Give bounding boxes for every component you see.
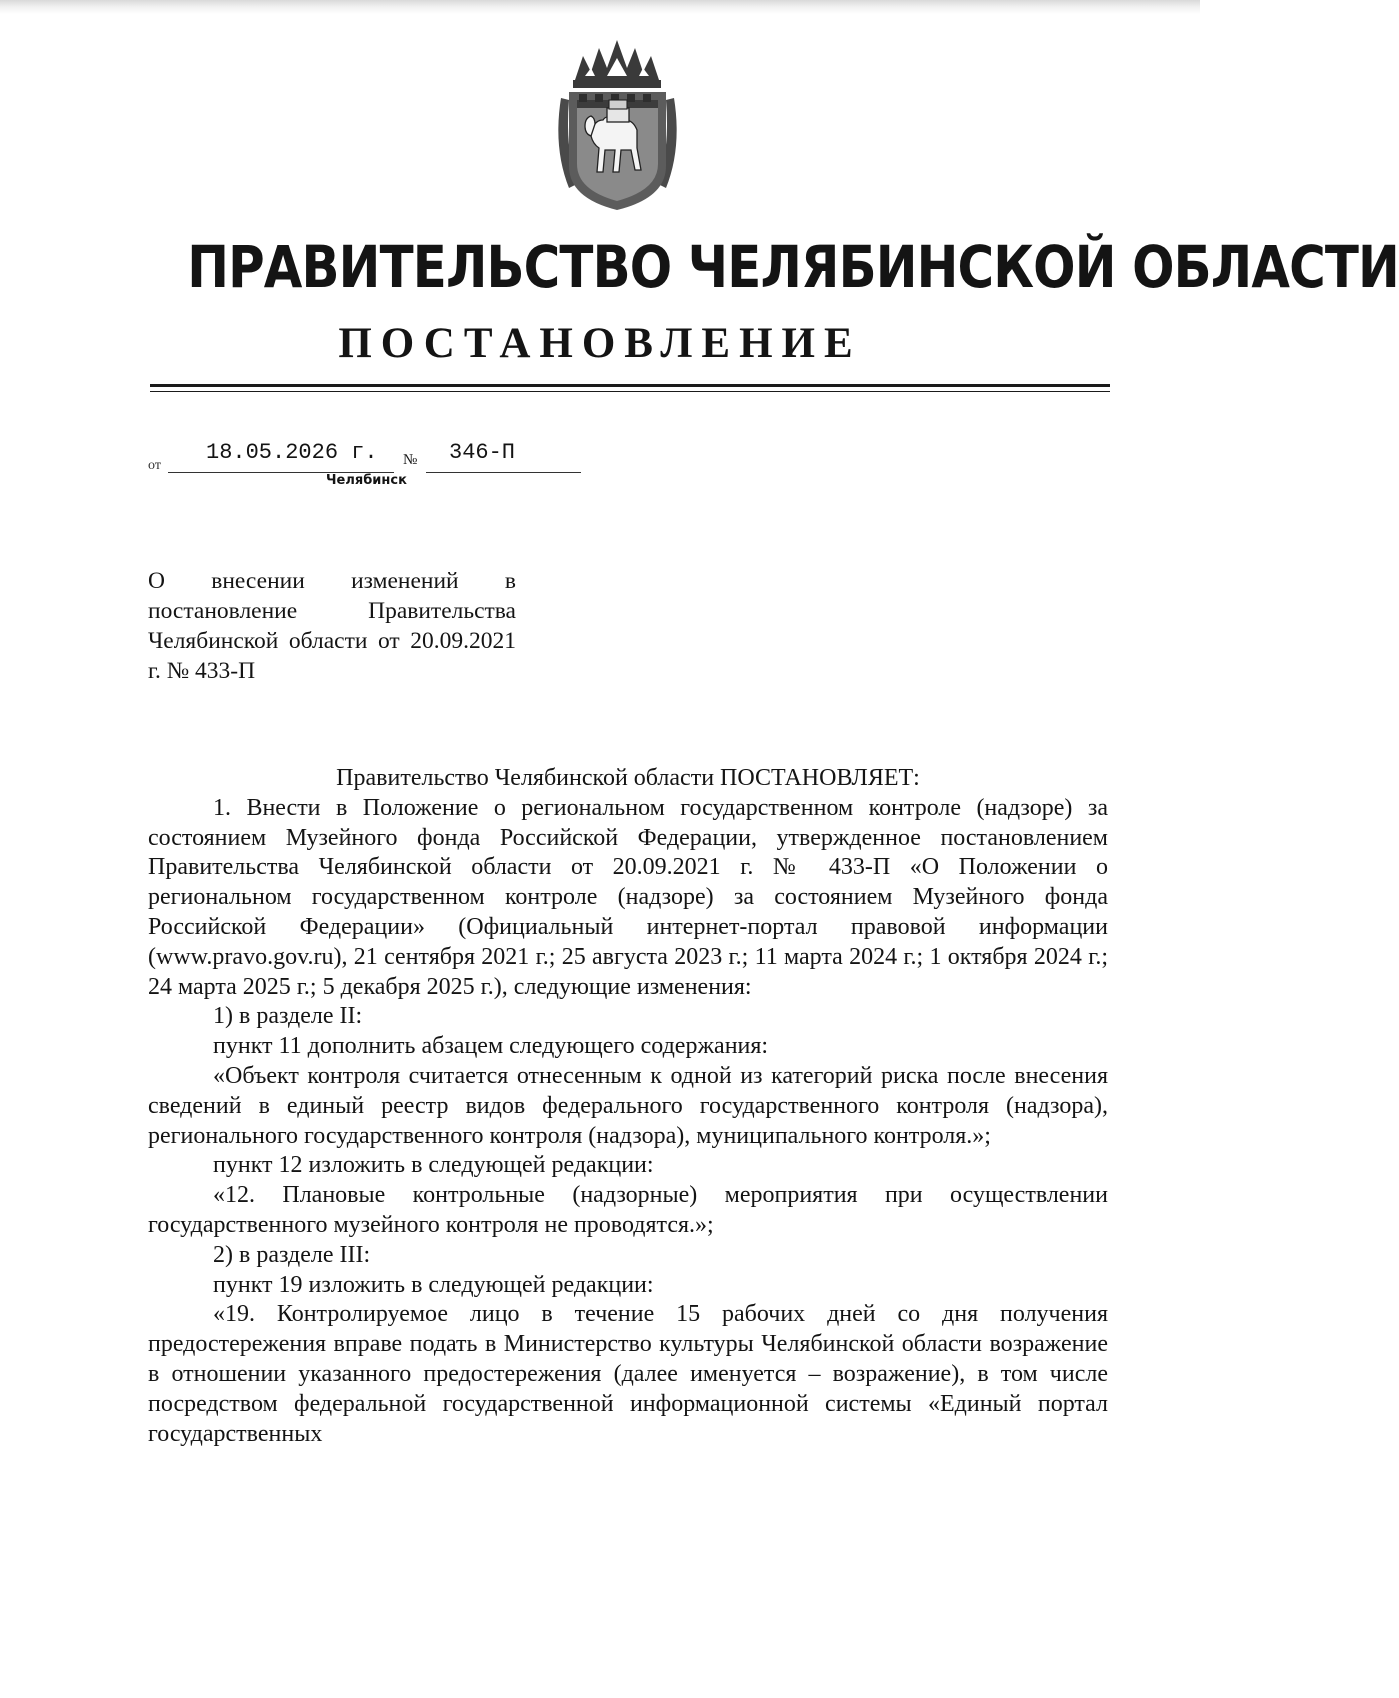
body-paragraph: пункт 19 изложить в следующей редакции: (213, 1271, 654, 1298)
header-rule-thin (150, 391, 1110, 392)
document-subject: О внесении изменений в постановление Правительства Челябинской области от 20.09.2021 г. № 433-П (148, 568, 516, 684)
body-paragraph: пункт 12 изложить в следующей редакции: (213, 1152, 654, 1179)
chelyabinsk-coat-of-arms-icon (555, 38, 680, 216)
body-paragraph: пункт 11 дополнить абзацем следующего содержания: (213, 1033, 769, 1060)
body-paragraph: 1) в разделе II: (213, 1003, 363, 1030)
preamble: Правительство Челябинской области ПОСТАНОВЛЯЕТ: (336, 765, 920, 791)
number-underline (426, 472, 581, 473)
document-date: 18.05.2026 г. (206, 440, 378, 465)
document-body (148, 764, 1108, 1449)
document-type: ПОСТАНОВЛЕНИЕ (338, 320, 862, 367)
government-name: ПРАВИТЕЛЬСТВО ЧЕЛЯБИНСКОЙ ОБЛАСТИ (187, 233, 1399, 301)
body-paragraph: 2) в разделе III: (213, 1241, 371, 1268)
number-label: № (403, 452, 418, 468)
document-number: 346-П (449, 440, 516, 465)
document-city: Челябинск (326, 473, 407, 488)
body-paragraph: «19. Контролируемое лицо в течение 15 рабочих дней со дня получения предостережения вправе подать в Министерство культуры Челябинской области возражение в отношении указанного предостережения (далее именуется – возражение), в том числе посредством федеральной государственной информационной системы «Единый портал государственных (148, 1301, 1108, 1447)
body-paragraph: 1. Внести в Положение о региональном государственном контроле (надзоре) за состоянием Музейного фонда Российской Федерации, утвержденное постановлением Правительства Челябинской области от 20.09.2021 г. № 433-П «О Положении о региональном государственном контроле (надзоре) за состоянием Музейного фонда Российской Федерации» (Официальный интернет-портал правовой информации (www.pravo.gov.ru), 21 сентября 2021 г.; 25 августа 2023 г.; 11 марта 2024 г.; 1 октября 2024 г.; 24 марта 2025 г.; 5 декабря 2025 г.), следующие изменения: (148, 794, 1108, 1000)
body-paragraph: «12. Плановые контрольные (надзорные) мероприятия при осуществлении государственного музейного контроля не проводятся.»; (148, 1182, 1108, 1238)
body-paragraph: «Объект контроля считается отнесенным к одной из категорий риска после внесения сведений в единый реестр видов федерального государственного контроля (надзора), регионального государственного контроля (надзора), муниципального контроля.»; (148, 1062, 1108, 1149)
scan-edge-shadow (0, 0, 1200, 14)
header-rule-thick (150, 384, 1110, 387)
date-label: от (148, 458, 161, 473)
